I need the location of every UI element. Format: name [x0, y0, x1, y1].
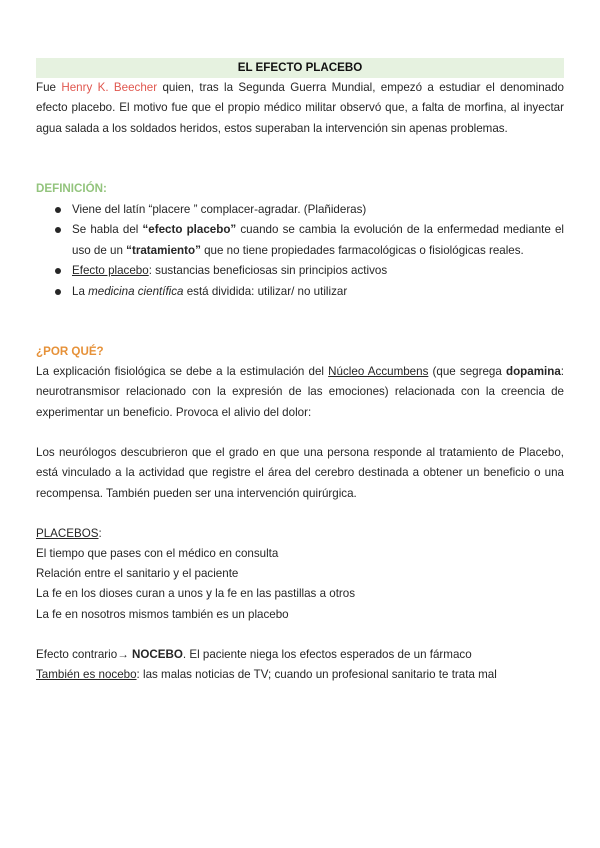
- paragraph-text: : las malas noticias de TV; cuando un profesional sanitario te trata mal: [136, 668, 497, 681]
- underlined-term: PLACEBOS: [36, 527, 99, 540]
- placebos-heading: [36, 524, 564, 544]
- list-item: [36, 220, 564, 261]
- list-item-text: está dividida: utilizar/ no utilizar: [183, 284, 348, 298]
- list-item-text: cuando se cambia la evolución de la enfermedad mediante el uso de un: [72, 223, 564, 257]
- list-item-text: La: [72, 284, 89, 298]
- porque-heading: ¿POR QUÉ?: [36, 345, 104, 358]
- porque-paragraph-1: [36, 362, 564, 423]
- underlined-term: Efecto placebo: [72, 264, 149, 278]
- list-item: [36, 261, 564, 281]
- bullet-icon: [55, 227, 61, 233]
- intro-text-post: quien, tras la Segunda Guerra Mundial, empezó a estudiar el denominado efecto placebo. El motivo fue que el propio médico militar observó que, a falta de morfina, al inyectar agua salada a los soldados heridos, estos superaban la intervención sin apenas problemas.: [36, 81, 564, 135]
- intro-paragraph: [36, 78, 564, 139]
- paragraph-text: : neurotransmisor relacionado con la expresión de las emociones) relacionada con la creencia de experimentar un beneficio. Provoca el alivio del dolor:: [36, 365, 565, 419]
- paragraph-text: . El paciente niega los efectos esperados de un fármaco: [182, 648, 472, 661]
- page-title: EL EFECTO PLACEBO: [36, 58, 564, 78]
- paragraph-text: La explicación fisiológica se debe a la estimulación del: [36, 365, 329, 378]
- list-item-text: Viene del latín “placere ” complacer-agradar. (Plañideras): [72, 203, 367, 216]
- underlined-term: Núcleo Accumbens: [328, 365, 429, 378]
- list-item-text: que no tiene propiedades farmacológicas o fisiológicas reales.: [200, 243, 524, 257]
- list-item-text: : sustancias beneficiosas sin principios activos: [148, 264, 388, 278]
- definicion-list: [36, 200, 564, 302]
- placebos-line-1: El tiempo que pases con el médico en consulta: [36, 547, 279, 560]
- paragraph-text: Efecto contrario→: [36, 648, 133, 661]
- bold-term: “efecto placebo”: [142, 223, 237, 237]
- placebos-line-2: Relación entre el sanitario y el paciente: [36, 567, 239, 580]
- definicion-heading: DEFINICIÓN:: [36, 182, 107, 195]
- italic-term: medicina científica: [88, 284, 184, 298]
- list-item: [36, 200, 564, 220]
- bold-term: “tratamiento”: [126, 243, 201, 257]
- placebos-line-3: La fe en los dioses curan a unos y la fe en las pastillas a otros: [36, 587, 356, 600]
- paragraph-text: (que segrega: [428, 365, 507, 378]
- underlined-term: También es nocebo: [36, 668, 137, 681]
- list-item: [36, 282, 564, 302]
- porque-paragraph-2: Los neurólogos descubrieron que el grado en que una persona responde al tratamiento de Placebo, está vinculado a la actividad que registre el área del cerebro destinada a obtener un beneficio o una recompensa. También pueden ser una intervención quirúrgica.: [36, 446, 564, 500]
- beecher-name: Henry K. Beecher: [61, 81, 158, 94]
- intro-text-pre: Fue: [36, 81, 62, 94]
- bold-term: NOCEBO: [132, 648, 183, 661]
- bold-term: dopamina: [506, 365, 561, 378]
- nocebo-line-1: [36, 645, 564, 665]
- list-item-text: Se habla del: [72, 223, 143, 237]
- paragraph-text: :: [98, 527, 102, 540]
- nocebo-line-2: [36, 665, 564, 685]
- bullet-icon: [55, 207, 61, 213]
- bullet-icon: [55, 289, 61, 295]
- bullet-icon: [55, 268, 61, 274]
- placebos-line-4: La fe en nosotros mismos también es un placebo: [36, 608, 289, 621]
